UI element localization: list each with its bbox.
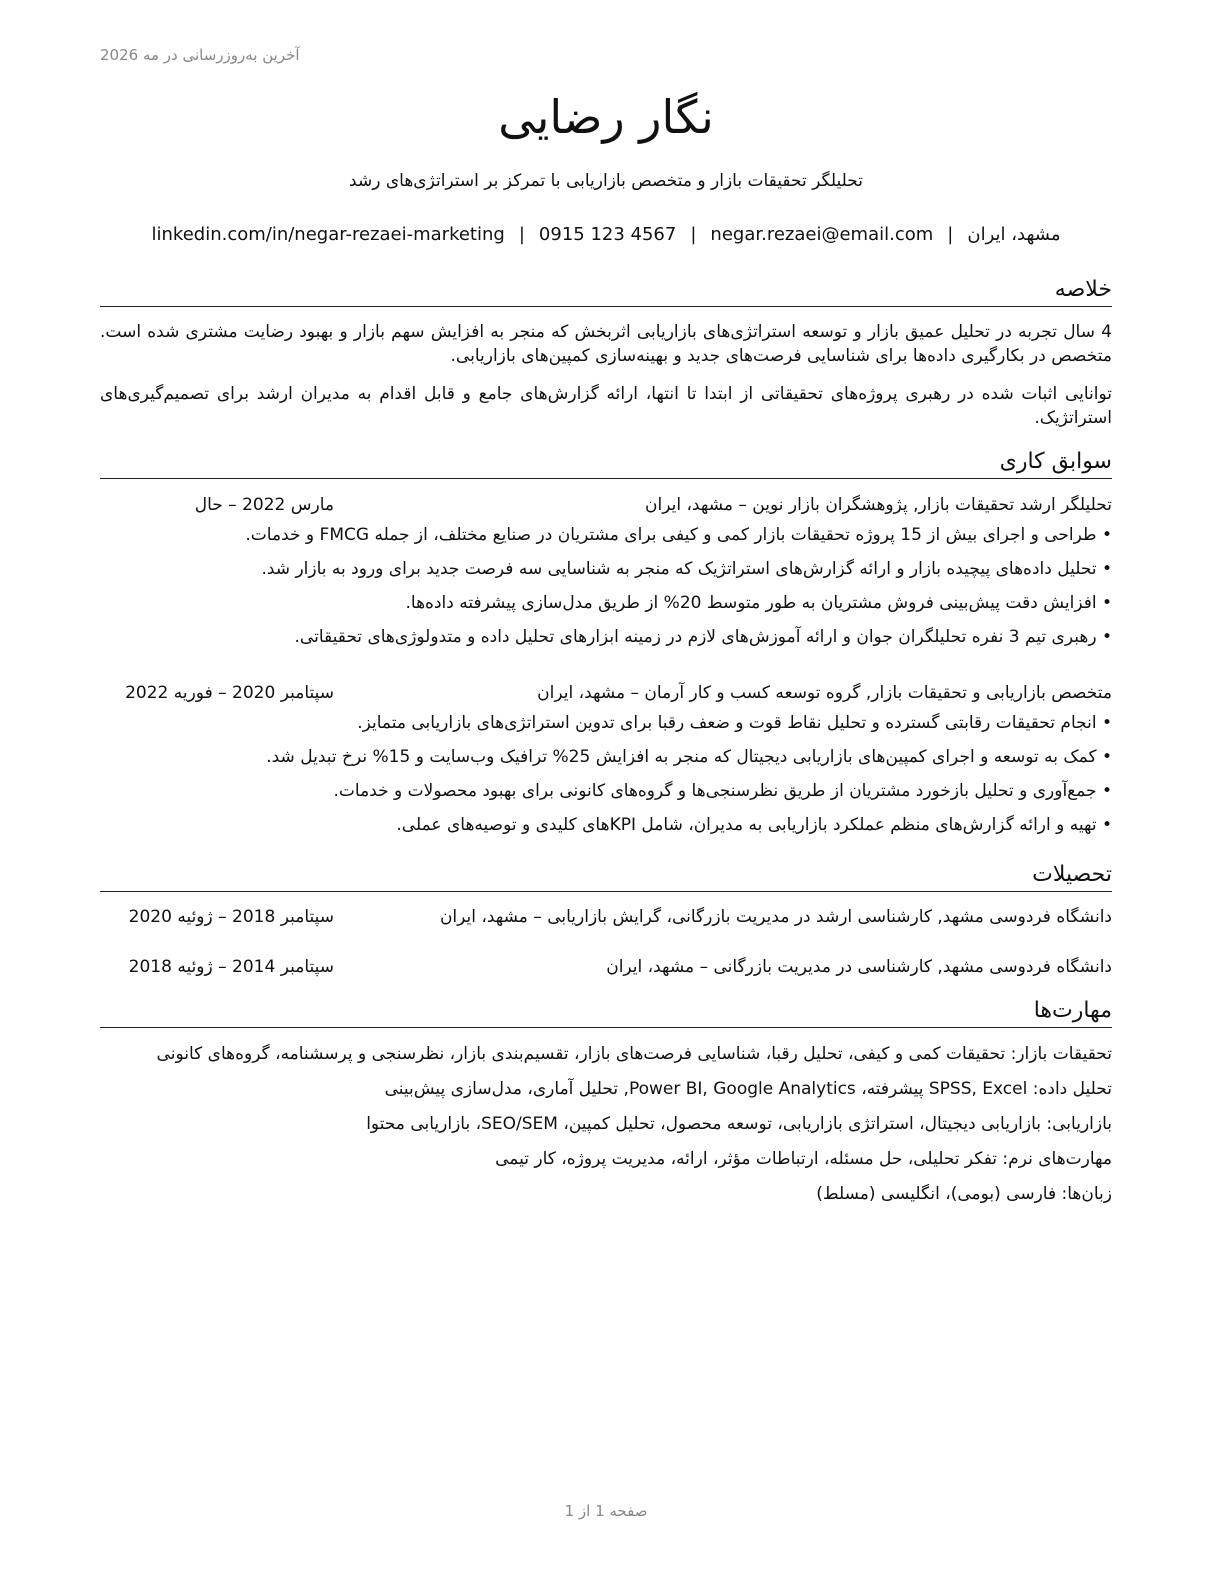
education-degree: دانشگاه فردوسی مشهد, کارشناسی در مدیریت بازرگانی – مشهد، ایران (606, 957, 1112, 977)
job-header (100, 680, 1112, 706)
education-item (100, 954, 1112, 980)
job-bullet: • کمک به توسعه و اجرای کمپین‌های بازاریابی دیجیتال که منجر به افزایش 25% ترافیک وب‌سایت و 15% نرخ تبدیل شد. (100, 740, 1112, 774)
headline: تحلیلگر تحقیقات بازار و متخصص بازاریابی با تمرکز بر استراتژی‌های رشد (349, 171, 863, 191)
summary-paragraph: 4 سال تجربه در تحلیل عمیق بازار و توسعه استراتژی‌های بازاریابی اثربخش که منجر به افزایش سهم بازار و بهبود رضایت مشتری شده است. متخصص در بکارگیری داده‌ها برای شناسایی فرصت‌های جدید و بهینه‌سازی کمپین‌های بازاریابی. (100, 322, 1112, 366)
job-bullets (100, 518, 1112, 654)
job-role: متخصص بازاریابی و تحقیقات بازار, گروه توسعه کسب و کار آرمان – مشهد، ایران (537, 683, 1112, 703)
job-role: تحلیلگر ارشد تحقیقات بازار, پژوهشگران بازار نوین – مشهد، ایران (645, 495, 1112, 515)
education-item (100, 904, 1112, 930)
job-bullet: • جمع‌آوری و تحلیل بازخورد مشتریان از طریق نظرسنجی‌ها و گروه‌های کانونی برای بهبود محصولات و خدمات. (100, 774, 1112, 808)
job-header (100, 492, 1112, 518)
job-bullet: • تحلیل داده‌های پیچیده بازار و ارائه گزارش‌های استراتژیک که منجر به شناسایی سه فرصت جدید برای ورود به بازار شد. (100, 552, 1112, 586)
job-bullet: • تهیه و ارائه گزارش‌های منظم عملکرد بازاریابی به مدیران، شامل KPIهای کلیدی و توصیه‌های عملی. (100, 808, 1112, 842)
skill-line: تحقیقات بازار: تحقیقات کمی و کیفی، تحلیل رقبا، شناسایی فرصت‌های بازار، تقسیم‌بندی بازار، نظرسنجی و پرسشنامه، گروه‌های کانونی (156, 1044, 1112, 1064)
job-bullet: • رهبری تیم 3 نفره تحلیلگران جوان و ارائه آموزش‌های لازم در زمینه ابزارهای تحلیل داده و متدولوژی‌های تحقیقاتی. (100, 620, 1112, 654)
skill-line: مهارت‌های نرم: تفکر تحلیلی، حل مسئله، ارتباطات مؤثر، ارائه، مدیریت پروژه، کار تیمی (495, 1149, 1112, 1169)
education-degree: دانشگاه فردوسی مشهد, کارشناسی ارشد در مدیریت بازرگانی، گرایش بازاریابی – مشهد، ایران (439, 907, 1112, 927)
skill-line: زبان‌ها: فارسی (بومی)، انگلیسی (مسلط) (816, 1184, 1112, 1204)
contact-separator: | (947, 224, 954, 245)
job-dates: سپتامبر 2020 – فوریه 2022 (125, 683, 334, 703)
summary-paragraph: توانایی اثبات شده در رهبری پروژه‌های تحقیقاتی از ابتدا تا انتها، ارائه گزارش‌های جامع و قابل اقدام به مدیران ارشد برای تصمیم‌گیری‌های استراتژیک. (100, 384, 1112, 428)
contact-phone[interactable]: 0915 123 4567 (538, 224, 677, 245)
job-bullet: • افزایش دقت پیش‌بینی فروش مشتریان به طور متوسط 20% از طریق مدل‌سازی پیشرفته داده‌ها. (100, 586, 1112, 620)
education-dates: سپتامبر 2018 – ژوئیه 2020 (128, 907, 334, 927)
skill-line: تحلیل داده: SPSS, Excel پیشرفته، Power BI, Google Analytics, تحلیل آماری، مدل‌سازی پیش‌بینی (384, 1079, 1112, 1099)
contact-separator: | (690, 224, 697, 245)
section-title-skills: مهارت‌ها (100, 997, 1112, 1028)
page-number: صفحه 1 از 1 (564, 1502, 648, 1520)
section-title-experience: سوابق کاری (100, 448, 1112, 479)
contact-linkedin[interactable]: linkedin.com/in/negar-rezaei-marketing (151, 224, 505, 245)
contact-location: مشهد، ایران (967, 224, 1061, 245)
job-bullet: • انجام تحقیقات رقابتی گسترده و تحلیل نقاط قوت و ضعف رقبا برای تدوین استراتژی‌های بازاریابی متمایز. (100, 706, 1112, 740)
candidate-name: نگار رضایی (498, 90, 714, 144)
section-title-education: تحصیلات (100, 861, 1112, 892)
contact-line (100, 224, 1112, 245)
resume-page (100, 0, 1112, 1584)
job-dates: مارس 2022 – حال (194, 495, 334, 515)
job-bullets (100, 706, 1112, 842)
job-bullet: • طراحی و اجرای بیش از 15 پروژه تحقیقات بازار کمی و کیفی برای مشتریان در صنایع مختلف، از جمله FMCG و خدمات. (100, 518, 1112, 552)
last-updated: آخرین به‌روزرسانی در مه 2026 (100, 46, 300, 64)
contact-email[interactable]: negar.rezaei@email.com (710, 224, 934, 245)
education-dates: سپتامبر 2014 – ژوئیه 2018 (128, 957, 334, 977)
section-title-summary: خلاصه (100, 276, 1112, 307)
skill-line: بازاریابی: بازاریابی دیجیتال، استراتژی بازاریابی، توسعه محصول، تحلیل کمپین، SEO/SEM، بازاریابی محتوا (366, 1114, 1112, 1134)
contact-separator: | (518, 224, 525, 245)
